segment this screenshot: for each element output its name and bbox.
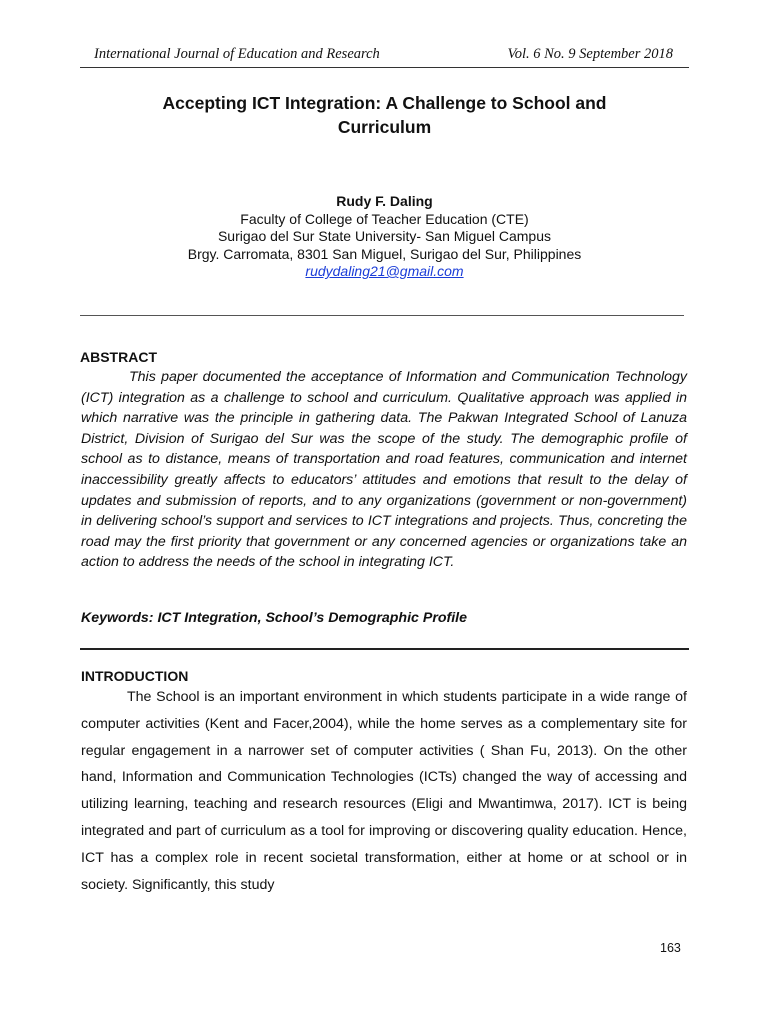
section-separator [80,315,684,316]
header-rule [80,67,689,68]
author-email-link[interactable]: rudydaling21@gmail.com [305,263,464,279]
title-line-2: Curriculum [337,117,432,137]
thick-divider [80,648,689,650]
author-block [80,193,689,281]
introduction-heading: INTRODUCTION [81,668,189,684]
author-name: Rudy F. Daling [336,193,433,209]
keywords: Keywords: ICT Integration, School’s Demographic Profile [81,610,468,626]
author-affiliation-university: Surigao del Sur State University- San Miguel Campus [217,228,552,244]
abstract-text: This paper documented the acceptance of Information and Communication Technology (ICT) integration as a challenge to school and curriculum. Qualitative approach was applied in which narrative was the principle in gathering data. The Pakwan Integrated School of Lanuza District, Division of Surigao del Sur was the scope of the study. The demographic profile of school as to distance, means of transportation and road features, communication and internet inaccessibility greatly affects to educators’ attitudes and emotions that result to the delay of updates and submission of reports, and to any organizations (government or non-government) in delivering school’s support and services to ICT integrations and projects. Thus, concreting the road may the first priority that government or any concerned agencies or organizations take an action to address the needs of the school in integrating ICT. [81,369,687,571]
page-number: 163 [660,941,681,955]
journal-name: International Journal of Education and Research [94,46,380,62]
journal-volume: Vol. 6 No. 9 September 2018 [507,46,673,62]
author-affiliation-faculty: Faculty of College of Teacher Education (CTE) [240,210,529,227]
author-address: Brgy. Carromata, 8301 San Miguel, Surigao del Sur, Philippines [187,245,582,262]
running-header [80,44,689,66]
paper-title [80,91,689,139]
title-line-1: Accepting ICT Integration: A Challenge to School and [162,93,607,113]
introduction-text: The School is an important environment in which students participate in a wide range of computer activities (Kent and Facer,2004), while the home serves as a complementary site for regular engagement in a narrower set of computer activities ( Shan Fu, 2013). On the other hand, Information and Communication Technologies (ICTs) changed the way of accessing and utilizing learning, teaching and research resources (Eligi and Mwantimwa, 2017). ICT is being integrated and part of curriculum as a tool for improving or discovering quality education. Hence, ICT has a complex role in recent societal transformation, either at home or at school or in society. Significantly, this study [81,689,687,893]
abstract-heading: ABSTRACT [80,349,157,365]
